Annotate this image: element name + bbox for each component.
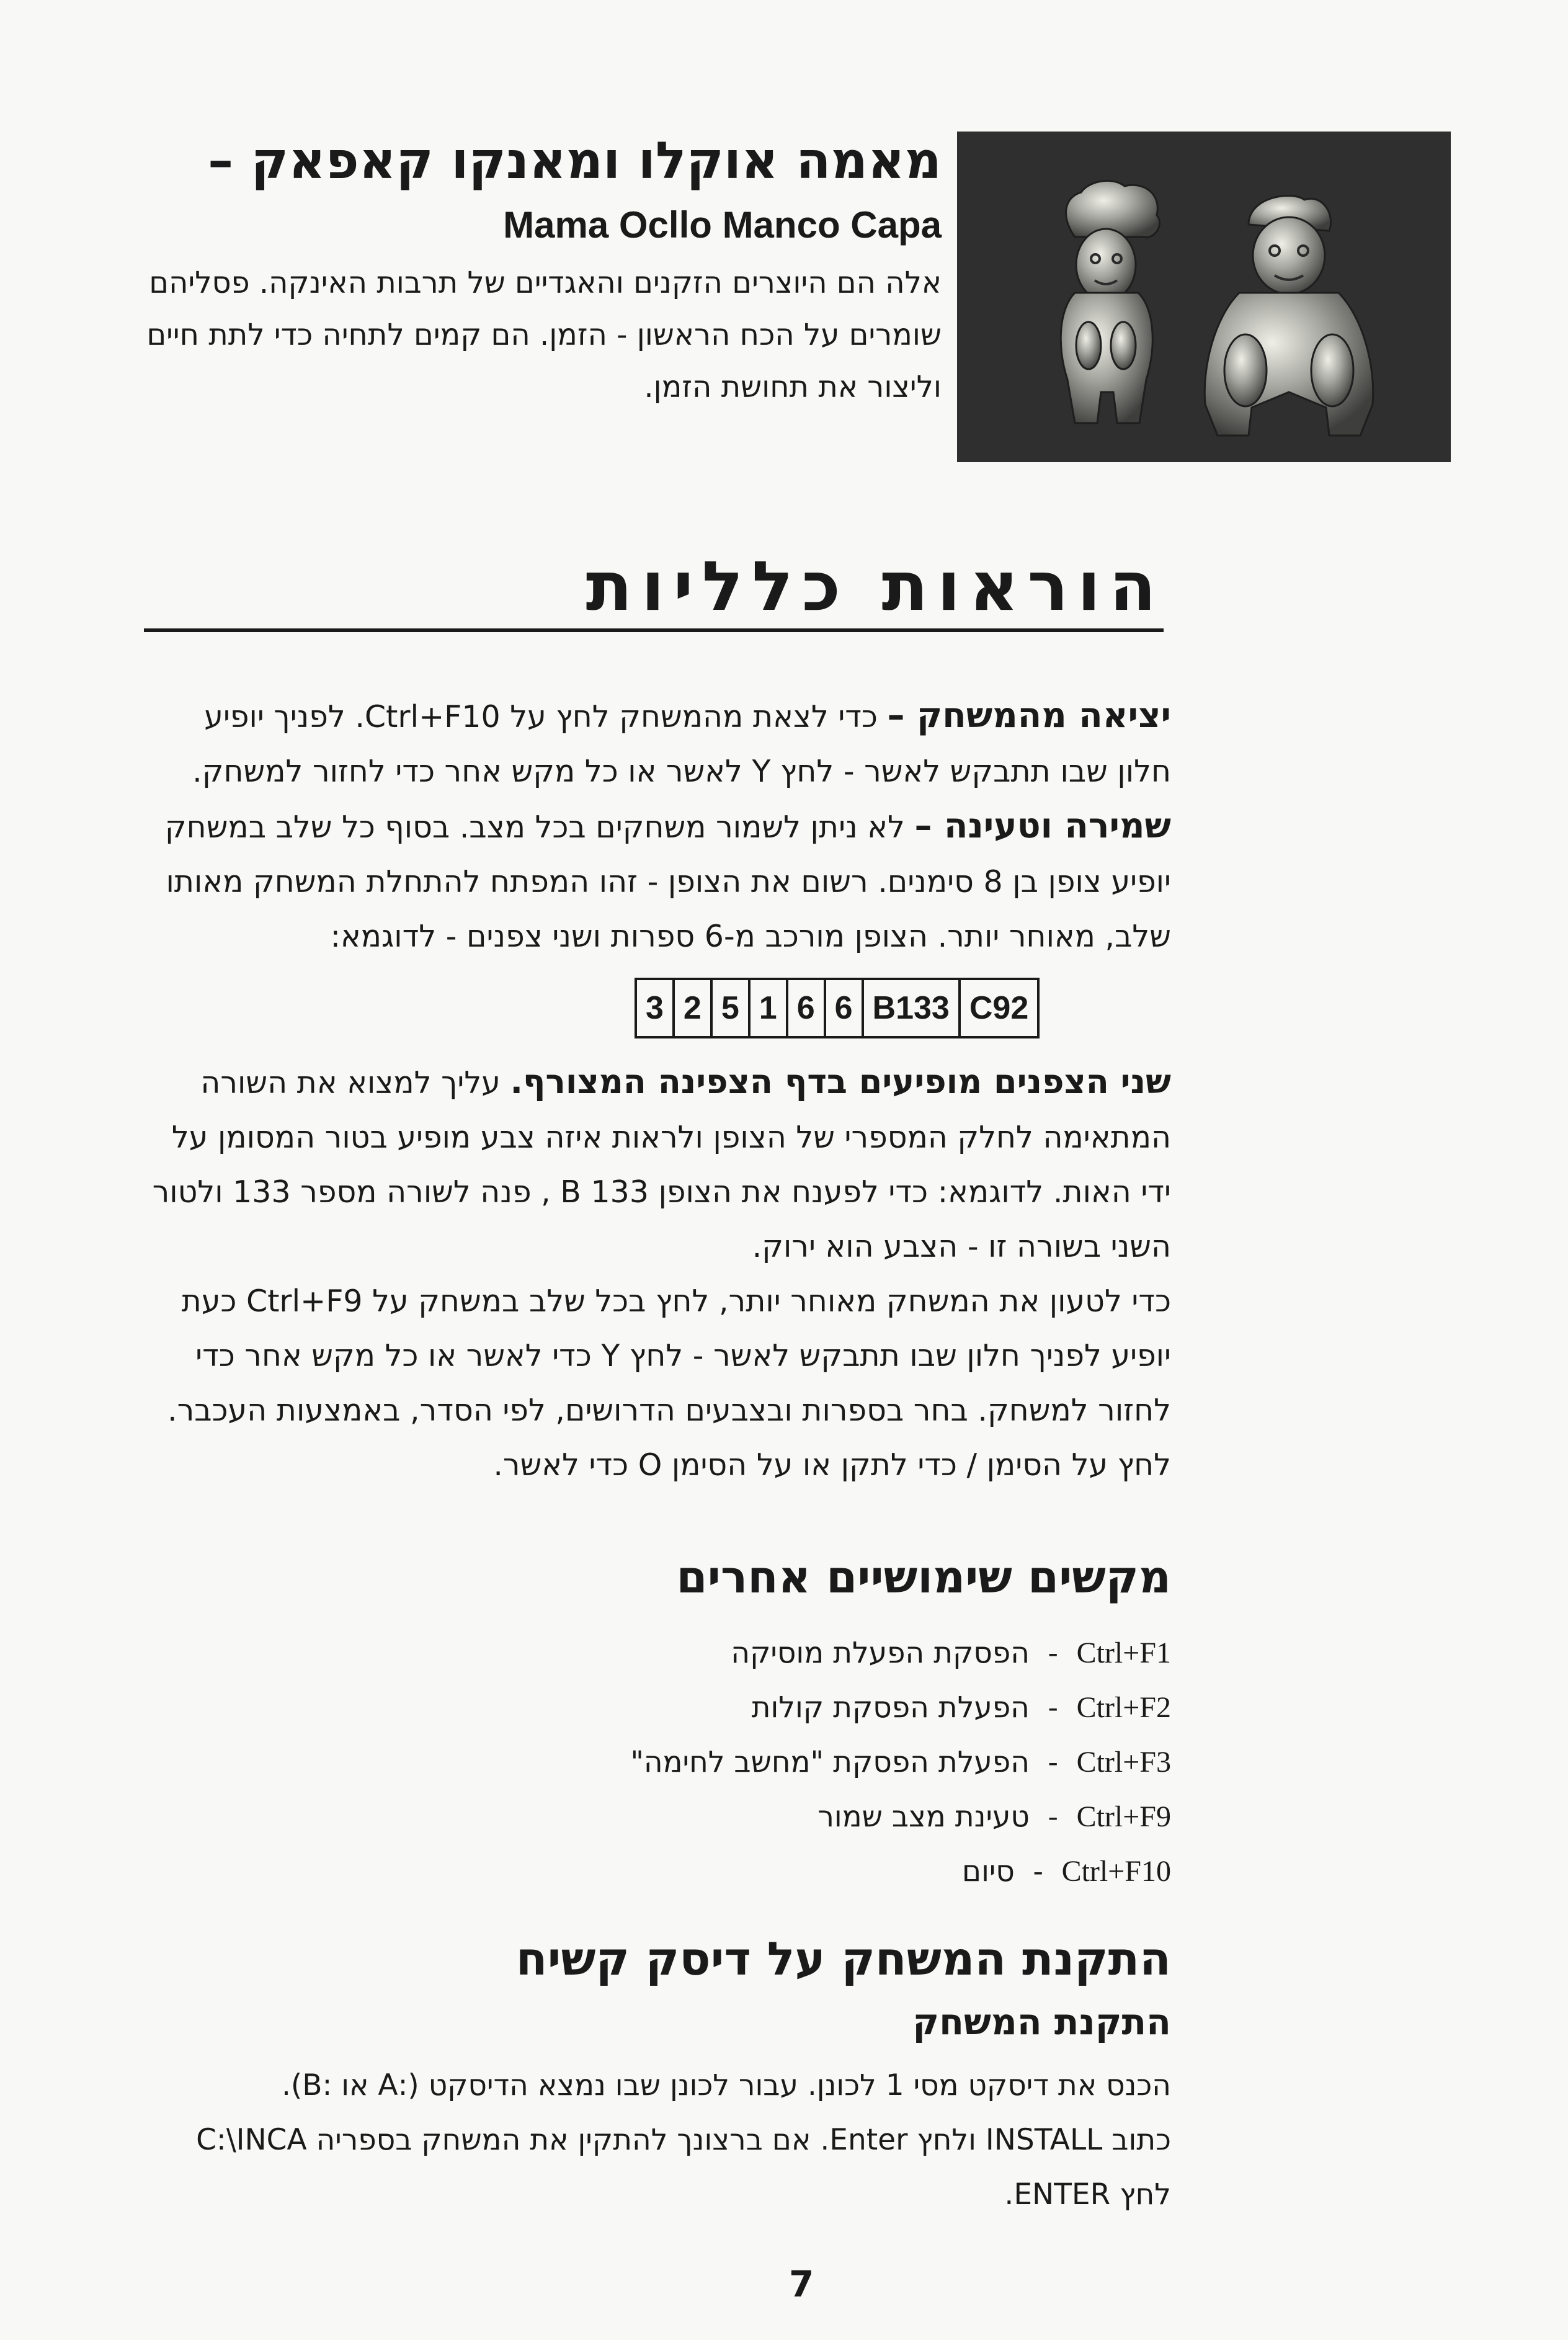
keys-heading: מקשים שימושיים אחרים bbox=[676, 1551, 1171, 1603]
code-cell: 2 bbox=[674, 979, 711, 1037]
right-idol bbox=[1205, 195, 1373, 435]
key-combo: Ctrl+F3 bbox=[1076, 1745, 1171, 1779]
key-item bbox=[551, 1625, 1171, 1680]
cipher-paragraph bbox=[141, 1055, 1171, 1274]
code-cell: 3 bbox=[636, 979, 674, 1037]
key-combo: Ctrl+F1 bbox=[1076, 1636, 1171, 1669]
key-item bbox=[551, 1844, 1171, 1898]
code-cell: 5 bbox=[711, 979, 749, 1037]
key-label: הפעלת הפסקת "מחשב לחימה" bbox=[630, 1744, 1030, 1779]
install-heading: התקנת המשחק על דיסק קשיח bbox=[515, 1932, 1171, 1986]
cipher-text: עליך למצוא את השורה המתאימה לחלק המספרי של הצופן ולראות איזה צבע מופיע בטור המסומן על ידי האות. לדוגמא: כדי לפענח את הצופן B 133 , פנה לשורה מספר 133 ולטור השני בשורה זו - הצבע הוא ירוק. bbox=[152, 1065, 1171, 1264]
intro-title: מאמה אוקלו ומאנקו קאפאק – bbox=[208, 132, 942, 190]
instructions-body bbox=[141, 689, 1171, 964]
code-cell: C92 bbox=[960, 979, 1038, 1037]
key-item bbox=[551, 1789, 1171, 1844]
keys-list bbox=[551, 1625, 1171, 1898]
key-combo: Ctrl+F10 bbox=[1061, 1854, 1171, 1888]
save-term: שמירה וטעינה – bbox=[914, 806, 1171, 846]
key-dash: - bbox=[1048, 1746, 1058, 1778]
key-dash: - bbox=[1048, 1637, 1058, 1669]
page-number: 7 bbox=[789, 2263, 814, 2305]
confirm-paragraph: לחץ על הסימן / כדי לתקן או על הסימן O כדי לאשר. bbox=[493, 1447, 1171, 1483]
key-label: טעינת מצב שמור bbox=[817, 1799, 1030, 1834]
code-cell: 6 bbox=[787, 979, 825, 1037]
code-example-table bbox=[635, 978, 1040, 1038]
intro-body: אלה הם היוצרים הזקנים והאגדיים של תרבות האינקה. פסליהם שומרים על הכח הראשון - הזמן. הם קמים לתחיה כדי לתת חיים וליצור את תחושת הזמן. bbox=[146, 266, 942, 404]
save-paragraph bbox=[141, 799, 1171, 964]
code-cell: B133 bbox=[863, 979, 960, 1037]
code-cell: 6 bbox=[825, 979, 863, 1037]
key-label: סיום bbox=[961, 1854, 1015, 1888]
key-label: הפסקת הפעלת מוסיקה bbox=[731, 1635, 1030, 1670]
install-line: כתוב INSTALL ולחץ Enter. אם ברצונך להתקין את המשחק בספריה C:\INCA bbox=[196, 2123, 1171, 2157]
left-idol bbox=[1061, 181, 1159, 423]
main-heading: הוראות כלליות bbox=[586, 547, 1165, 626]
key-dash: - bbox=[1033, 1855, 1043, 1887]
install-body bbox=[141, 2058, 1171, 2222]
key-dash: - bbox=[1048, 1800, 1058, 1833]
inca-statues-photo bbox=[957, 132, 1451, 462]
intro-title-english: Mama Ocllo Manco Capa bbox=[503, 204, 942, 246]
cipher-lead: שני הצפנים מופיעים בדף הצפינה המצורף. bbox=[510, 1062, 1171, 1101]
key-combo: Ctrl+F9 bbox=[1076, 1800, 1171, 1833]
code-cell: 1 bbox=[749, 979, 787, 1037]
key-combo: Ctrl+F2 bbox=[1076, 1690, 1171, 1724]
exit-paragraph bbox=[141, 689, 1171, 799]
key-dash: - bbox=[1048, 1691, 1058, 1723]
exit-term: יציאה מהמשחק – bbox=[887, 695, 1171, 736]
install-subheading: התקנת המשחק bbox=[912, 2001, 1171, 2043]
install-line: הכנס את דיסקט מסי 1 לכונן. עבור לכונן שבו נמצא הדיסקט (:A או :B). bbox=[281, 2068, 1171, 2102]
load-paragraph: כדי לטעון את המשחק מאוחר יותר, לחץ בכל שלב במשחק על Ctrl+F9 כעת יופיע לפניך חלון שבו תתבקש לאשר - לחץ Y כדי לאשר או כל מקש אחר כדי לחזור למשחק. בחר בספרות ובצבעים הדרושים, לפי הסדר, באמצעות העכבר. bbox=[167, 1284, 1171, 1428]
key-label: הפעלת הפסקת קולות bbox=[751, 1690, 1030, 1725]
intro-section bbox=[141, 127, 942, 413]
install-line: לחץ ENTER. bbox=[1004, 2177, 1171, 2212]
exit-text: כדי לצאת מהמשחק לחץ על Ctrl+F10. לפניך יופיע חלון שבו תתבקש לאשר - לחץ Y לאשר או כל מקש אחר כדי לחזור למשחק. bbox=[192, 699, 1171, 789]
key-item bbox=[551, 1735, 1171, 1789]
statues-illustration bbox=[957, 132, 1451, 462]
key-item bbox=[551, 1680, 1171, 1735]
save-text: לא ניתן לשמור משחקים בכל מצב. בסוף כל שלב במשחק יופיע צופן בן 8 סימנים. רשום את הצופן - זהו המפתח להתחלת המשחק מאותו שלב, מאוחר יותר. הצופן מורכב מ-6 ספרות ושני צפנים - לדוגמא: bbox=[164, 810, 1171, 954]
heading-rule bbox=[144, 628, 1164, 632]
cipher-section bbox=[141, 1055, 1171, 1493]
